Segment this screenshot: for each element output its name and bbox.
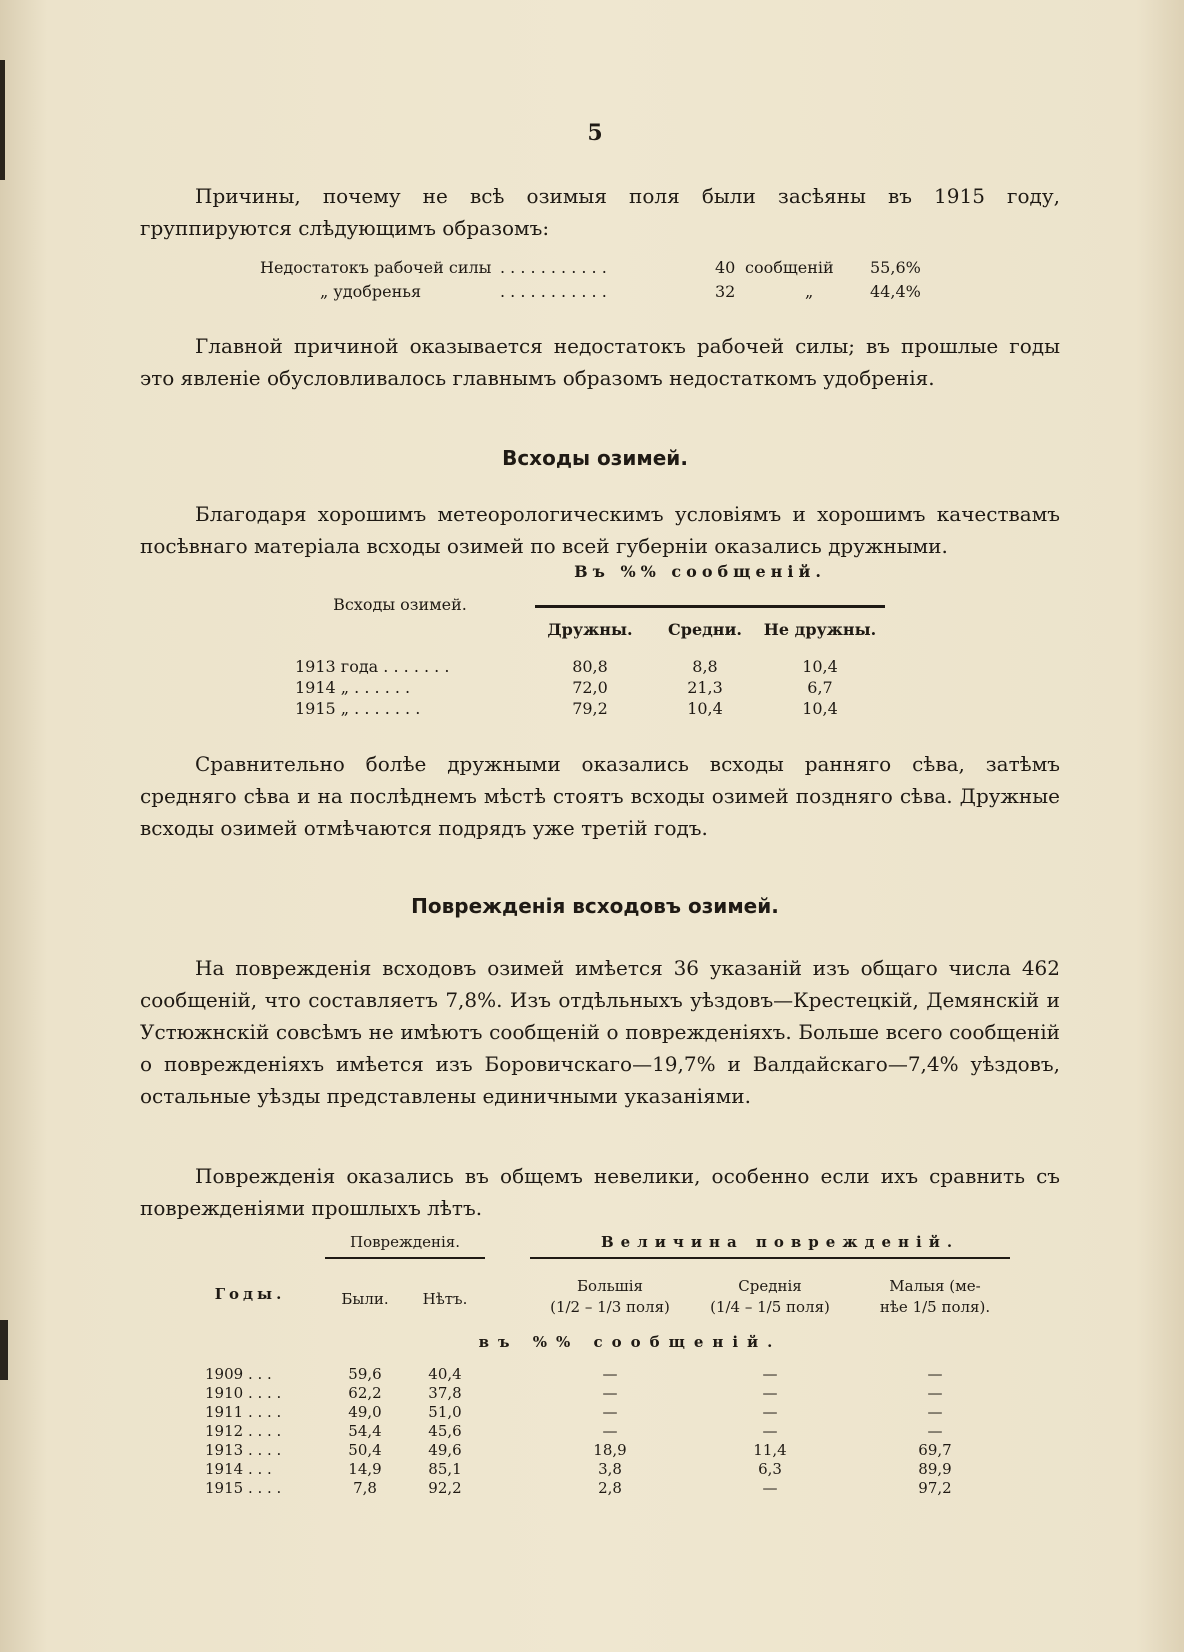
table2-year: 1914 . . .	[205, 1460, 272, 1478]
table1-cell: 79,2	[572, 699, 608, 718]
table2-damage-header: Поврежденія.	[350, 1233, 460, 1251]
table2-size-col-range: нѣе 1/5 поля).	[879, 1298, 991, 1316]
table2-cell: 7,8	[353, 1479, 377, 1497]
damage-small-paragraph: Поврежденія оказались въ общемъ невелики, особенно если ихъ сравнить съ поврежденіями прошлыхъ лѣтъ.	[140, 1164, 1060, 1220]
table2-cell: 85,1	[428, 1460, 462, 1478]
cause-row	[260, 258, 940, 282]
table2-size-col-header: Среднія	[738, 1277, 802, 1295]
table2-cell: 54,4	[348, 1422, 382, 1440]
comparison-paragraph: Сравнительно болѣе дружными оказались всходы ранняго сѣва, затѣмъ средняго сѣва и на послѣднемъ мѣстѣ стоятъ всходы озимей поздняго сѣва. Дружные всходы озимей отмѣчаются подрядъ уже третій годъ.	[140, 752, 1060, 840]
table1-col-header: Дружны.	[547, 620, 633, 639]
table2-size-col-range: (1/2 – 1/3 поля)	[550, 1298, 670, 1316]
table2-year: 1910 . . . .	[205, 1384, 282, 1402]
shoots-table	[280, 560, 920, 720]
table2-cell: 49,0	[348, 1403, 382, 1421]
table2-cell: —	[927, 1403, 943, 1421]
table2-cell: 2,8	[598, 1479, 622, 1497]
table2-cell: 18,9	[593, 1441, 627, 1459]
section-heading-damage: Поврежденія всходовъ озимей.	[411, 894, 779, 918]
section-heading-shoots: Всходы озимей.	[502, 446, 688, 470]
table2-cell: —	[602, 1422, 618, 1440]
table1-cell: 10,4	[687, 699, 723, 718]
table1-cell: 80,8	[572, 657, 608, 676]
table1-cell: 10,4	[802, 699, 838, 718]
cause-dots: . . . . . . . . . . .	[500, 282, 607, 301]
table2-cell: 59,6	[348, 1365, 382, 1383]
cause-dots: . . . . . . . . . . .	[500, 258, 607, 277]
table2-unit-row: въ %% сообщеній.	[478, 1333, 782, 1351]
shoots-paragraph: Благодаря хорошимъ метеорологическимъ условіямъ и хорошимъ качествамъ посѣвнаго матеріала всходы озимей по всей губерніи оказались дружными.	[140, 502, 1060, 558]
table2-cell: —	[927, 1422, 943, 1440]
intro-paragraph: Причины, почему не всѣ озимыя поля были засѣяны въ 1915 году, группируются слѣдующимъ образомъ:	[140, 184, 1060, 240]
table2-damage-brace	[325, 1257, 485, 1264]
cause-count: 40	[715, 258, 736, 277]
table2-cell: —	[927, 1384, 943, 1402]
table1-brace	[535, 605, 885, 613]
main-cause-paragraph: Главной причиной оказывается недостатокъ рабочей силы; въ прошлые годы это явленіе обусловливалось главнымъ образомъ недостаткомъ удобренія.	[140, 334, 1060, 390]
left-edge-mark-lower	[0, 1320, 8, 1380]
cause-row	[260, 282, 940, 306]
table2-cell: 6,3	[758, 1460, 782, 1478]
table1-col-header: Средни.	[668, 620, 742, 639]
cause-percent: 44,4%	[870, 282, 921, 301]
cause-label: Недостатокъ рабочей силы	[260, 258, 492, 277]
cause-count: 32	[715, 282, 736, 301]
table2-size-col-header: Малыя (ме-	[889, 1277, 981, 1295]
table2-cell: —	[762, 1422, 778, 1440]
table2-year: 1912 . . . .	[205, 1422, 282, 1440]
damage-paragraph: На поврежденія всходовъ озимей имѣется 36 указаній изъ общаго числа 462 сообщеній, что составляетъ 7,8%. Изъ отдѣльныхъ уѣздовъ—Крестецкій, Демянскій и Устюжнскій совсѣмъ не имѣютъ сообщеній о поврежденіяхъ. Больше всего сообщеній о поврежденіяхъ имѣется изъ Боровичскаго—19,7% и Валдайскаго—7,4% уѣздовъ, остальные уѣзды представлены единичными указаніями.	[140, 956, 1060, 1108]
table2-cell: —	[762, 1365, 778, 1383]
table2-cell: 50,4	[348, 1441, 382, 1459]
table1-year: 1913 года . . . . . . .	[295, 657, 450, 676]
table1-cell: 10,4	[802, 657, 838, 676]
table1-year: 1914 „ . . . . . .	[295, 678, 411, 697]
table2-cell: 97,2	[918, 1479, 952, 1497]
table2-cell: 62,2	[348, 1384, 382, 1402]
table2-cell: 14,9	[348, 1460, 382, 1478]
damage-table	[180, 1225, 1040, 1525]
table1-year: 1915 „ . . . . . . .	[295, 699, 421, 718]
table2-cell: —	[762, 1403, 778, 1421]
table2-cell: —	[762, 1384, 778, 1402]
table2-cell: 45,6	[428, 1422, 462, 1440]
table2-year: 1913 . . . .	[205, 1441, 282, 1459]
table2-years-header: Годы.	[214, 1285, 286, 1303]
cause-unit: „	[805, 282, 814, 301]
table1-row-header: Всходы озимей.	[333, 595, 467, 614]
table2-cell: 11,4	[753, 1441, 787, 1459]
table2-cell: 49,6	[428, 1441, 462, 1459]
table2-size-header: Величина поврежденій.	[600, 1233, 960, 1251]
table2-year: 1911 . . . .	[205, 1403, 282, 1421]
table2-cell: —	[602, 1403, 618, 1421]
table2-cell: —	[602, 1365, 618, 1383]
table1-cell: 72,0	[572, 678, 608, 697]
table2-cell: —	[602, 1384, 618, 1402]
table2-cell: 69,7	[918, 1441, 952, 1459]
table2-year: 1915 . . . .	[205, 1479, 282, 1497]
table2-cell: —	[927, 1365, 943, 1383]
table2-cell: 89,9	[918, 1460, 952, 1478]
table2-col-header: Нѣтъ.	[422, 1290, 468, 1308]
page-number: 5	[587, 120, 603, 146]
table1-group-header: Въ %% сообщеній.	[574, 562, 826, 581]
table1-cell: 6,7	[807, 678, 833, 697]
cause-unit: сообщеній	[745, 258, 834, 277]
table2-size-col-header: Большія	[577, 1277, 643, 1295]
table2-cell: 51,0	[428, 1403, 462, 1421]
table2-cell: 3,8	[598, 1460, 622, 1478]
table2-cell: 92,2	[428, 1479, 462, 1497]
cause-label: „ удобренья	[320, 282, 422, 301]
table1-cell: 8,8	[692, 657, 718, 676]
table1-col-header: Не дружны.	[763, 620, 877, 639]
table2-cell: 40,4	[428, 1365, 462, 1383]
cause-percent: 55,6%	[870, 258, 921, 277]
table2-cell: 37,8	[428, 1384, 462, 1402]
table2-size-col-range: (1/4 – 1/5 поля)	[710, 1298, 830, 1316]
table1-cell: 21,3	[687, 678, 723, 697]
table2-col-header: Были.	[341, 1290, 389, 1308]
table2-size-brace	[530, 1257, 1010, 1264]
table2-cell: —	[762, 1479, 778, 1497]
table2-year: 1909 . . .	[205, 1365, 272, 1383]
